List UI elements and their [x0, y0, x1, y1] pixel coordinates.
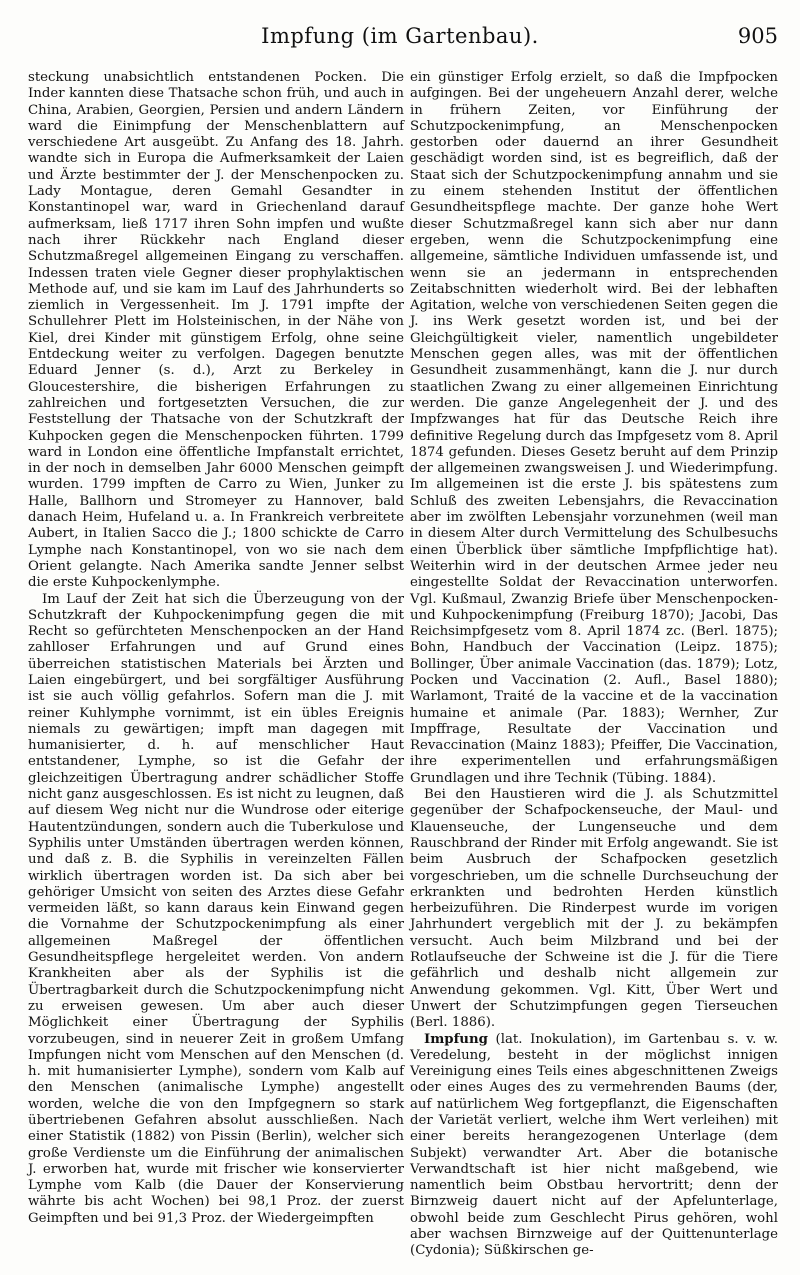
paragraph: Bei den Haustieren wird die J. als Schutzmittel gegenüber der Schafpockenseuche, der Maul- und Klauenseuche, der Lungenseuche und dem Rauschbrand der Rinder mit Erfolg angewandt. Sie ist beim Ausbruch der Schafpocken gesetzlich vorgeschrieben, um die schnelle Durchseuchung der erkrankten und bedrohten Herden künstlich herbeizuführen. Die Rinderpest wurde im vorigen Jahrhundert vergeblich mit der J. zu bekämpfen versucht. Auch beim Milzbrand und bei der Rotlaufseuche der Schweine ist die J. für die Tiere gefährlich und deshalb nicht allgemein zur Anwendung gekommen. Vgl. Kitt, Über Wert und Unwert der Schutzimpfungen gegen Tierseuchen (Berl. 1886).	[410, 787, 778, 1031]
left-column	[28, 70, 404, 1227]
page-number: 905	[737, 24, 778, 48]
paragraph: ein günstiger Erfolg erzielt, so daß die Impfpocken aufgingen. Bei der ungeheuern Anzahl derer, welche in frühern Zeiten, vor Einführung der Schutzpockenimpfung, an Menschenpocken gestorben oder dauernd an ihrer Gesundheit geschädigt worden sind, ist es begreiflich, daß der Staat sich der Schutzpockenimpfung annahm und sie zu einem stehenden Institut der öffentlichen Gesundheitspflege machte. Der ganze hohe Wert dieser Schutzmaßregel kann sich aber nur dann ergeben, wenn die Schutzpockenimpfung eine allgemeine, sämtliche Individuen umfassende ist, und wenn sie an jedermann in entsprechenden Zeitabschnitten wiederholt wird. Bei der lebhaften Agitation, welche von verschiedenen Seiten gegen die J. ins Werk gesetzt worden ist, und bei der Gleichgültigkeit vieler, namentlich ungebildeter Menschen gegen alles, was mit der öffentlichen Gesundheit zusammenhängt, kann die J. nur durch staatlichen Zwang zu einer allgemeinen Einrichtung werden. Die ganze Angelegenheit der J. und des Impfzwanges hat für das Deutsche Reich ihre definitive Regelung durch das Impfgesetz vom 8. April 1874 gefunden. Dieses Gesetz beruht auf dem Prinzip der allgemeinen zwangsweisen J. und Wiederimpfung. Im allgemeinen ist die erste J. bis spätestens zum Schluß des zweiten Lebensjahrs, die Revaccination aber im zwölften Lebensjahr vorzunehmen (weil man in diesem Alter durch Vermittelung des Schulbesuchs einen Überblick über sämtliche Impfpflichtige hat). Weiterhin wird in der deutschen Armee jeder neu eingestellte Soldat der Revaccination unterworfen. Vgl. Kußmaul, Zwanzig Briefe über Menschenpocken- und Kuhpockenimpfung (Freiburg 1870); Jacobi, Das Reichsimpfgesetz vom 8. April 1874 zc. (Berl. 1875); Bohn, Handbuch der Vaccination (Leipz. 1875); Bollinger, Über animale Vaccination (das. 1879); Lotz, Pocken und Vaccination (2. Aufl., Basel 1880); Warlamont, Traité de la vaccine et de la vaccination humaine et animale (Par. 1883); Wernher, Zur Impffrage, Resultate der Vaccination und Revaccination (Mainz 1883); Pfeiffer, Die Vaccination, ihre experimentellen und erfahrungsmäßigen Grundlagen und ihre Technik (Tübing. 1884).	[410, 70, 778, 786]
paragraph: Im Lauf der Zeit hat sich die Überzeugung von der Schutzkraft der Kuhpockenimpfung gegen die mit Recht so gefürchteten Menschenpocken an der Hand zahlloser Erfahrungen und auf Grund eines überreichen statistischen Materials bei Ärzten und Laien eingebürgert, und bei sorgfältiger Ausführung ist sie auch völlig gefahrlos. Sofern man die J. mit reiner Kuhlymphe vornimmt, ist ein übles Ereignis niemals zu gewärtigen; impft man dagegen mit humanisierter, d. h. auf menschlicher Haut entstandener, Lymphe, so ist die Gefahr der gleichzeitigen Übertragung andrer schädlicher Stoffe nicht ganz ausgeschlossen. Es ist nicht zu leugnen, daß auf diesem Weg nicht nur die Wundrose oder eiterige Hautentzündungen, sondern auch die Tuberkulose und Syphilis unter Umständen übertragen werden können, und daß z. B. die Syphilis in vereinzelten Fällen wirklich übertragen worden ist. Da sich aber bei gehöriger Umsicht von seiten des Arztes diese Gefahr vermeiden läßt, so kann daraus kein Einwand gegen die Vornahme der Schutzpockenimpfung als einer allgemeinen Maßregel der öffentlichen Gesundheitspflege hergeleitet werden. Von andern Krankheiten aber als der Syphilis ist die Übertragbarkeit durch die Schutzpockenimpfung nicht zu erweisen gewesen. Um aber auch dieser Möglichkeit einer Übertragung der Syphilis vorzubeugen, sind in neuerer Zeit in großem Umfang Impfungen nicht vom Menschen auf den Menschen (d. h. mit humanisierter Lymphe), sondern vom Kalb auf den Menschen (animalische Lymphe) angestellt worden, welche die von den Impfgegnern so stark übertriebenen Gefahren absolut ausschließen. Nach einer Statistik (1882) von Pissin (Berlin), welcher sich große Verdienste um die Einführung der animalischen J. erworben hat, wurde mit frischer wie konservierter Lymphe vom Kalb (die Dauer der Konservierung währte bis acht Wochen) bei 98,1 Proz. der zuerst Geimpften und bei 91,3 Proz. der Wiedergeimpften	[28, 591, 404, 1226]
paragraph: steckung unabsichtlich entstandenen Pocken. Die Inder kannten diese Thatsache schon früh, und auch in China, Arabien, Georgien, Persien und andern Ländern ward die Einimpfung der Menschenblattern auf verschiedene Art ausgeübt. Zu Anfang des 18. Jahrh. wandte sich in Europa die Aufmerksamkeit der Laien und Ärzte bestimmter der J. der Menschenpocken zu. Lady Montague, deren Gemahl Gesandter in Konstantinopel war, ward in Griechenland darauf aufmerksam, ließ 1717 ihren Sohn impfen und wußte nach ihrer Rückkehr nach England dieser Schutzmaßregel allgemeinen Eingang zu verschaffen. Indessen traten viele Gegner dieser prophylaktischen Methode auf, und sie kam im Lauf des Jahrhunderts so ziemlich in Vergessenheit. Im J. 1791 impfte der Schullehrer Plett im Holsteinischen, in der Nähe von Kiel, drei Kinder mit günstigem Erfolg, ohne seine Entdeckung weiter zu verfolgen. Dagegen benutzte Eduard Jenner (s. d.), Arzt zu Berkeley in Gloucestershire, die bisherigen Erfahrungen zu zahlreichen und fortgesetzten Versuchen, die zur Feststellung der Thatsache von der Schutzkraft der Kuhpocken gegen die Menschenpocken führten. 1799 ward in London eine öffentliche Impfanstalt errichtet, in der noch in demselben Jahr 6000 Menschen geimpft wurden. 1799 impften de Carro zu Wien, Junker zu Halle, Ballhorn und Stromeyer zu Hannover, bald danach Heim, Hufeland u. a. In Frankreich verbreitete Aubert, in Italien Sacco die J.; 1800 schickte de Carro Lymphe nach Konstantinopel, von wo sie nach dem Orient gelangte. Nach Amerika sandte Jenner selbst die erste Kuhpockenlymphe.	[28, 70, 404, 591]
entry-headword: Impfung	[424, 1031, 488, 1047]
right-column	[410, 70, 778, 1260]
running-header	[0, 24, 800, 56]
page-title: Impfung (im Gartenbau).	[261, 24, 539, 48]
entry-body: (lat. Inokulation), im Gartenbau s. v. w. Veredelung, besteht in der möglichst innigen Vereinigung eines Teils eines abgeschnittenen Zweigs oder eines Auges des zu vermehrenden Baums (der, auf natürlichem Weg fortgepflanzt, die Eigenschaften der Varietät verliert, welche ihm Wert verleihen) mit einer bereits herangezogenen Unterlage (dem Subjekt) verwandter Art. Aber die botanische Verwandtschaft ist hier nicht maßgebend, wie namentlich beim Obstbau hervortritt; denn der Birnzweig dauert nicht auf der Apfelunterlage, obwohl beide zum Geschlecht Pirus gehören, wohl aber wachsen Birnzweige auf der Quittenunterlage (Cydonia); Süßkirschen ge-	[410, 1031, 778, 1259]
dictionary-entry	[410, 1032, 778, 1260]
